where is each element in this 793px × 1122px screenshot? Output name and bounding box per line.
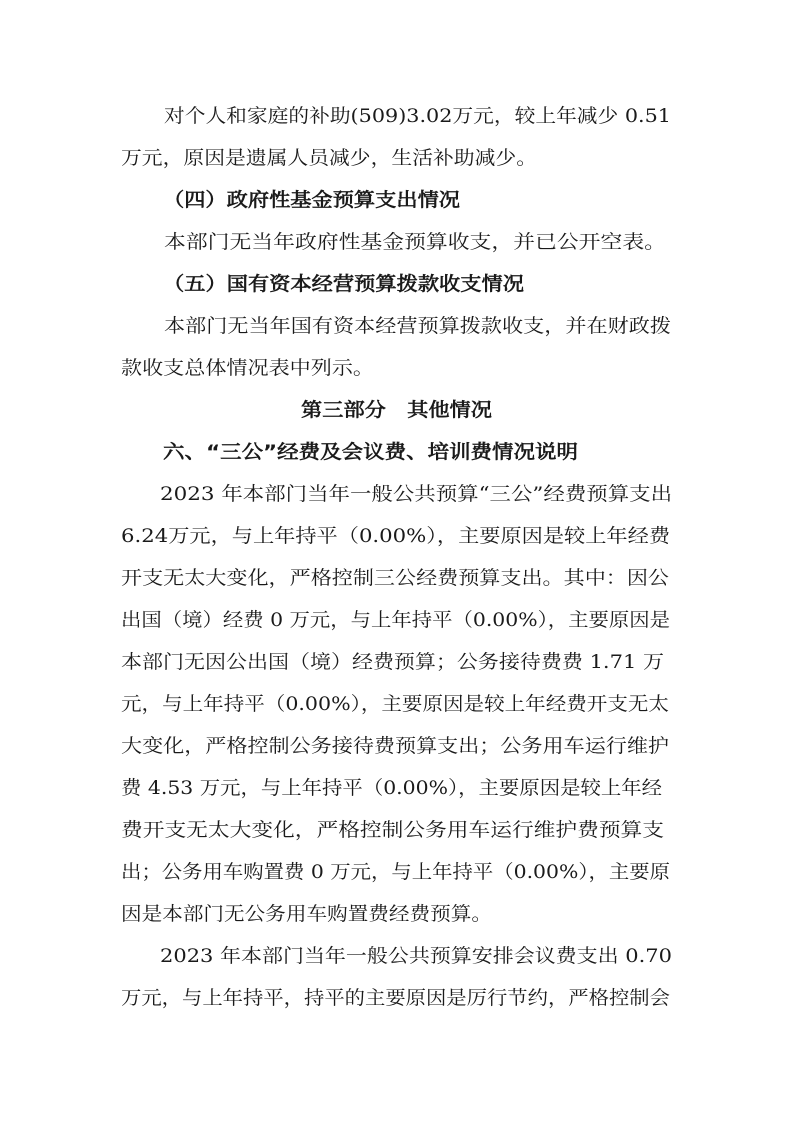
text-line: [0, 810, 793, 850]
line-text: 6.24万元，与上年持平（0.00%），主要原因是较上年经费: [121, 525, 671, 547]
line-text: 出；公务用车购置费 0 万元，与上年持平（0.00%），主要原: [121, 861, 670, 883]
section-heading: [0, 390, 793, 430]
text-line: [0, 516, 793, 556]
text-line: [0, 306, 793, 346]
text-line: [0, 600, 793, 640]
line-text: 对个人和家庭的补助(509)3.02万元，较上年减少 0.51: [164, 105, 671, 127]
text-line: [0, 894, 793, 934]
text-line: [0, 936, 793, 976]
text-line: [0, 684, 793, 724]
text-line: [0, 474, 793, 514]
line-text: 费开支无太大变化，严格控制公务用车运行维护费预算支: [121, 819, 664, 841]
text-line: [0, 222, 793, 262]
line-text: 万元，原因是遗属人员减少，生活补助减少。: [121, 147, 538, 169]
subsection-heading: [0, 264, 793, 304]
text-line: [0, 138, 793, 178]
line-text: 因是本部门无公务用车购置费经费预算。: [121, 903, 492, 925]
text-line: [0, 642, 793, 682]
text-line: [0, 96, 793, 136]
text-line: [0, 978, 793, 1018]
text-line: [0, 348, 793, 388]
text-line: [0, 768, 793, 808]
text-line: [0, 726, 793, 766]
line-text: 元，与上年持平（0.00%），主要原因是较上年经费开支无太: [121, 693, 669, 715]
line-text: 费 4.53 万元，与上年持平（0.00%），主要原因是较上年经: [121, 777, 663, 799]
section-title: 第三部分 其他情况: [301, 399, 493, 421]
line-text: 万元，与上年持平，持平的主要原因是厉行节约，严格控制会: [121, 987, 670, 1009]
subsection-heading: [0, 180, 793, 220]
text-line: [0, 852, 793, 892]
line-text: 大变化，严格控制公务接待费预算支出；公务用车运行维护: [121, 735, 670, 757]
subsection-heading: [0, 432, 793, 472]
heading-text: 六、“三公”经费及会议费、培训费情况说明: [163, 441, 578, 463]
line-text: 本部门无当年政府性基金预算收支，并已公开空表。: [164, 231, 666, 253]
heading-text: （四）政府性基金预算支出情况: [163, 189, 461, 211]
line-text: 2023 年本部门当年一般公共预算安排会议费支出 0.70: [160, 945, 672, 967]
line-text: 本部门无因公出国（境）经费预算；公务接待费费 1.71 万: [121, 651, 664, 673]
heading-text: （五）国有资本经营预算拨款收支情况: [163, 273, 525, 295]
line-text: 款收支总体情况表中列示。: [121, 357, 375, 379]
line-text: 开支无太大变化，严格控制三公经费预算支出。其中：因公: [121, 567, 670, 589]
line-text: 本部门无当年国有资本经营预算拨款收支，并在财政拨: [164, 315, 671, 337]
line-text: 2023 年本部门当年一般公共预算“三公”经费预算支出: [160, 483, 673, 505]
text-line: [0, 558, 793, 598]
line-text: 出国（境）经费 0 万元，与上年持平（0.00%），主要原因是: [121, 609, 670, 631]
